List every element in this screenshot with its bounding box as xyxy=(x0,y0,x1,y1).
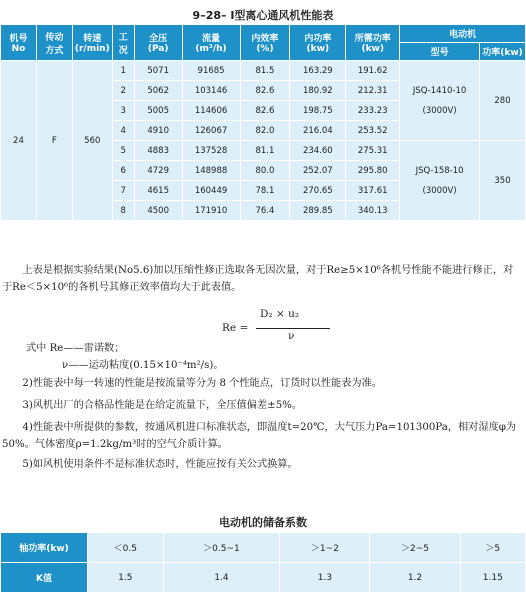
power-cell: 180.92 xyxy=(290,81,346,101)
efficiency-cell: 81.1 xyxy=(240,141,290,161)
flow-cell: 114606 xyxy=(182,101,240,121)
flow-cell: 160449 xyxy=(182,181,240,201)
shaft-power-row xyxy=(1,533,526,563)
k-value-row xyxy=(1,563,526,593)
shaft-power-cell: ＞0.5~1 xyxy=(163,533,280,563)
machine-no-cell: 24 xyxy=(1,61,37,221)
condition-cell: 2 xyxy=(112,81,134,101)
header-drive: 传动 方式 xyxy=(36,25,72,61)
pressure-cell: 5071 xyxy=(134,61,182,81)
efficiency-cell: 82.6 xyxy=(240,81,290,101)
power-cell: 289.85 xyxy=(290,201,346,221)
efficiency-cell: 78.1 xyxy=(240,181,290,201)
condition-cell: 4 xyxy=(112,121,134,141)
header-row-1 xyxy=(1,25,526,43)
power-cell: 163.29 xyxy=(290,61,346,81)
shaft-power-cell: ＞1~2 xyxy=(280,533,370,563)
formula-lhs: Re = xyxy=(222,322,249,334)
efficiency-cell: 82.6 xyxy=(240,101,290,121)
header-power: 内功率 (kw) xyxy=(290,25,346,61)
required-power-cell: 233.23 xyxy=(346,101,400,121)
condition-cell: 7 xyxy=(112,181,134,201)
k-value-cell: 1.5 xyxy=(88,563,164,593)
power-cell: 234.60 xyxy=(290,141,346,161)
k-value-cell: 1.4 xyxy=(163,563,280,593)
flow-cell: 148988 xyxy=(182,161,240,181)
pressure-cell: 5005 xyxy=(134,101,182,121)
motor-model-cell: JSQ-158-10 (3000V) xyxy=(400,141,480,221)
condition-cell: 3 xyxy=(112,101,134,121)
header-model: 型号 xyxy=(400,43,480,61)
required-power-cell: 191.62 xyxy=(346,61,400,81)
pressure-cell: 4615 xyxy=(134,181,182,201)
k-value-cell: 1.3 xyxy=(280,563,370,593)
header-required-power: 所需功率 (kw) xyxy=(346,25,400,61)
motor-power-cell: 350 xyxy=(479,141,525,221)
k-value-label: K值 xyxy=(1,563,88,593)
condition-cell: 6 xyxy=(112,161,134,181)
header-motor-power: 功率(kw) xyxy=(479,43,525,61)
note-item-4: 4)性能表中所提供的参数，按通风机进口标准状态，即温度t=20℃，大气压力Pa=101300Pa，相对湿度φ为50%。气体密度ρ=1.2kg/m³时的空气介质计算。 xyxy=(2,422,517,450)
required-power-cell: 253.52 xyxy=(346,121,400,141)
table-row xyxy=(1,61,526,81)
drive-cell: F xyxy=(36,61,72,221)
shaft-power-cell: ＞5 xyxy=(460,533,525,563)
motor-reserve-table xyxy=(0,532,526,593)
table2-title: 电动机的储备系数 xyxy=(219,516,307,529)
flow-cell: 171910 xyxy=(182,201,240,221)
efficiency-cell: 76.4 xyxy=(240,201,290,221)
pressure-cell: 4910 xyxy=(134,121,182,141)
speed-cell: 560 xyxy=(72,61,112,221)
header-flow: 流量 (m³/h) xyxy=(182,25,240,61)
power-cell: 216.04 xyxy=(290,121,346,141)
shaft-power-label: 轴功率(kw) xyxy=(1,533,88,563)
flow-cell: 137528 xyxy=(182,141,240,161)
where-line-2: ν——运动粘度(0.15×10⁻⁴m²/s)。 xyxy=(62,360,224,371)
header-pressure: 全压 (Pa) xyxy=(134,25,182,61)
power-cell: 270.65 xyxy=(290,181,346,201)
formula-numerator: D₂ × u₂ xyxy=(260,308,300,320)
pressure-cell: 4500 xyxy=(134,201,182,221)
note-paragraph-1: 上表是根据实验结果(No5.6)加以压缩性修正选取各无因次量，对于Re≥5×10⁶各机号性能不能进行修正，对于Re＜5×10⁶的各机号其修正效率值均大于此表值。 xyxy=(2,265,514,293)
required-power-cell: 212.31 xyxy=(346,81,400,101)
efficiency-cell: 80.0 xyxy=(240,161,290,181)
motor-model-cell: JSQ-1410-10 (3000V) xyxy=(400,61,480,141)
required-power-cell: 275.31 xyxy=(346,141,400,161)
k-value-cell: 1.2 xyxy=(370,563,460,593)
pressure-cell: 4883 xyxy=(134,141,182,161)
note-item-3: 3)风机出厂的合格品性能是在给定流量下，全压值偏差±5%。 xyxy=(22,400,303,411)
flow-cell: 91685 xyxy=(182,61,240,81)
efficiency-cell: 81.5 xyxy=(240,61,290,81)
condition-cell: 1 xyxy=(112,61,134,81)
required-power-cell: 340.13 xyxy=(346,201,400,221)
shaft-power-cell: ＜0.5 xyxy=(88,533,164,563)
flow-cell: 126067 xyxy=(182,121,240,141)
k-value-cell: 1.15 xyxy=(460,563,525,593)
header-speed: 转速 (r/min) xyxy=(72,25,112,61)
header-motor: 电动机 xyxy=(400,25,526,43)
table1-title: 9–28– Ⅰ型离心通风机性能表 xyxy=(192,9,334,22)
formula-denominator: ν xyxy=(288,330,295,342)
power-cell: 252.07 xyxy=(290,161,346,181)
efficiency-cell: 82.0 xyxy=(240,121,290,141)
note-item-2: 2)性能表中每一转速的性能是按流量等分为 8 个性能点，订货时以性能表为准。 xyxy=(22,378,382,389)
motor-power-cell: 280 xyxy=(479,61,525,141)
header-efficiency: 内效率 (%) xyxy=(240,25,290,61)
power-cell: 198.75 xyxy=(290,101,346,121)
header-machine-no: 机号 No xyxy=(1,25,37,61)
required-power-cell: 317.61 xyxy=(346,181,400,201)
where-line-1: 式中 Re——雷诺数； xyxy=(26,343,125,354)
pressure-cell: 5062 xyxy=(134,81,182,101)
shaft-power-cell: ＞2~5 xyxy=(370,533,460,563)
note-item-5: 5)如风机使用条件不是标准状态时，性能应按有关公式换算。 xyxy=(22,459,298,470)
header-condition: 工 况 xyxy=(112,25,134,61)
required-power-cell: 295.80 xyxy=(346,161,400,181)
formula-fraction-bar xyxy=(256,328,330,329)
fan-performance-table xyxy=(0,24,526,221)
flow-cell: 103146 xyxy=(182,81,240,101)
condition-cell: 8 xyxy=(112,201,134,221)
condition-cell: 5 xyxy=(112,141,134,161)
pressure-cell: 4729 xyxy=(134,161,182,181)
